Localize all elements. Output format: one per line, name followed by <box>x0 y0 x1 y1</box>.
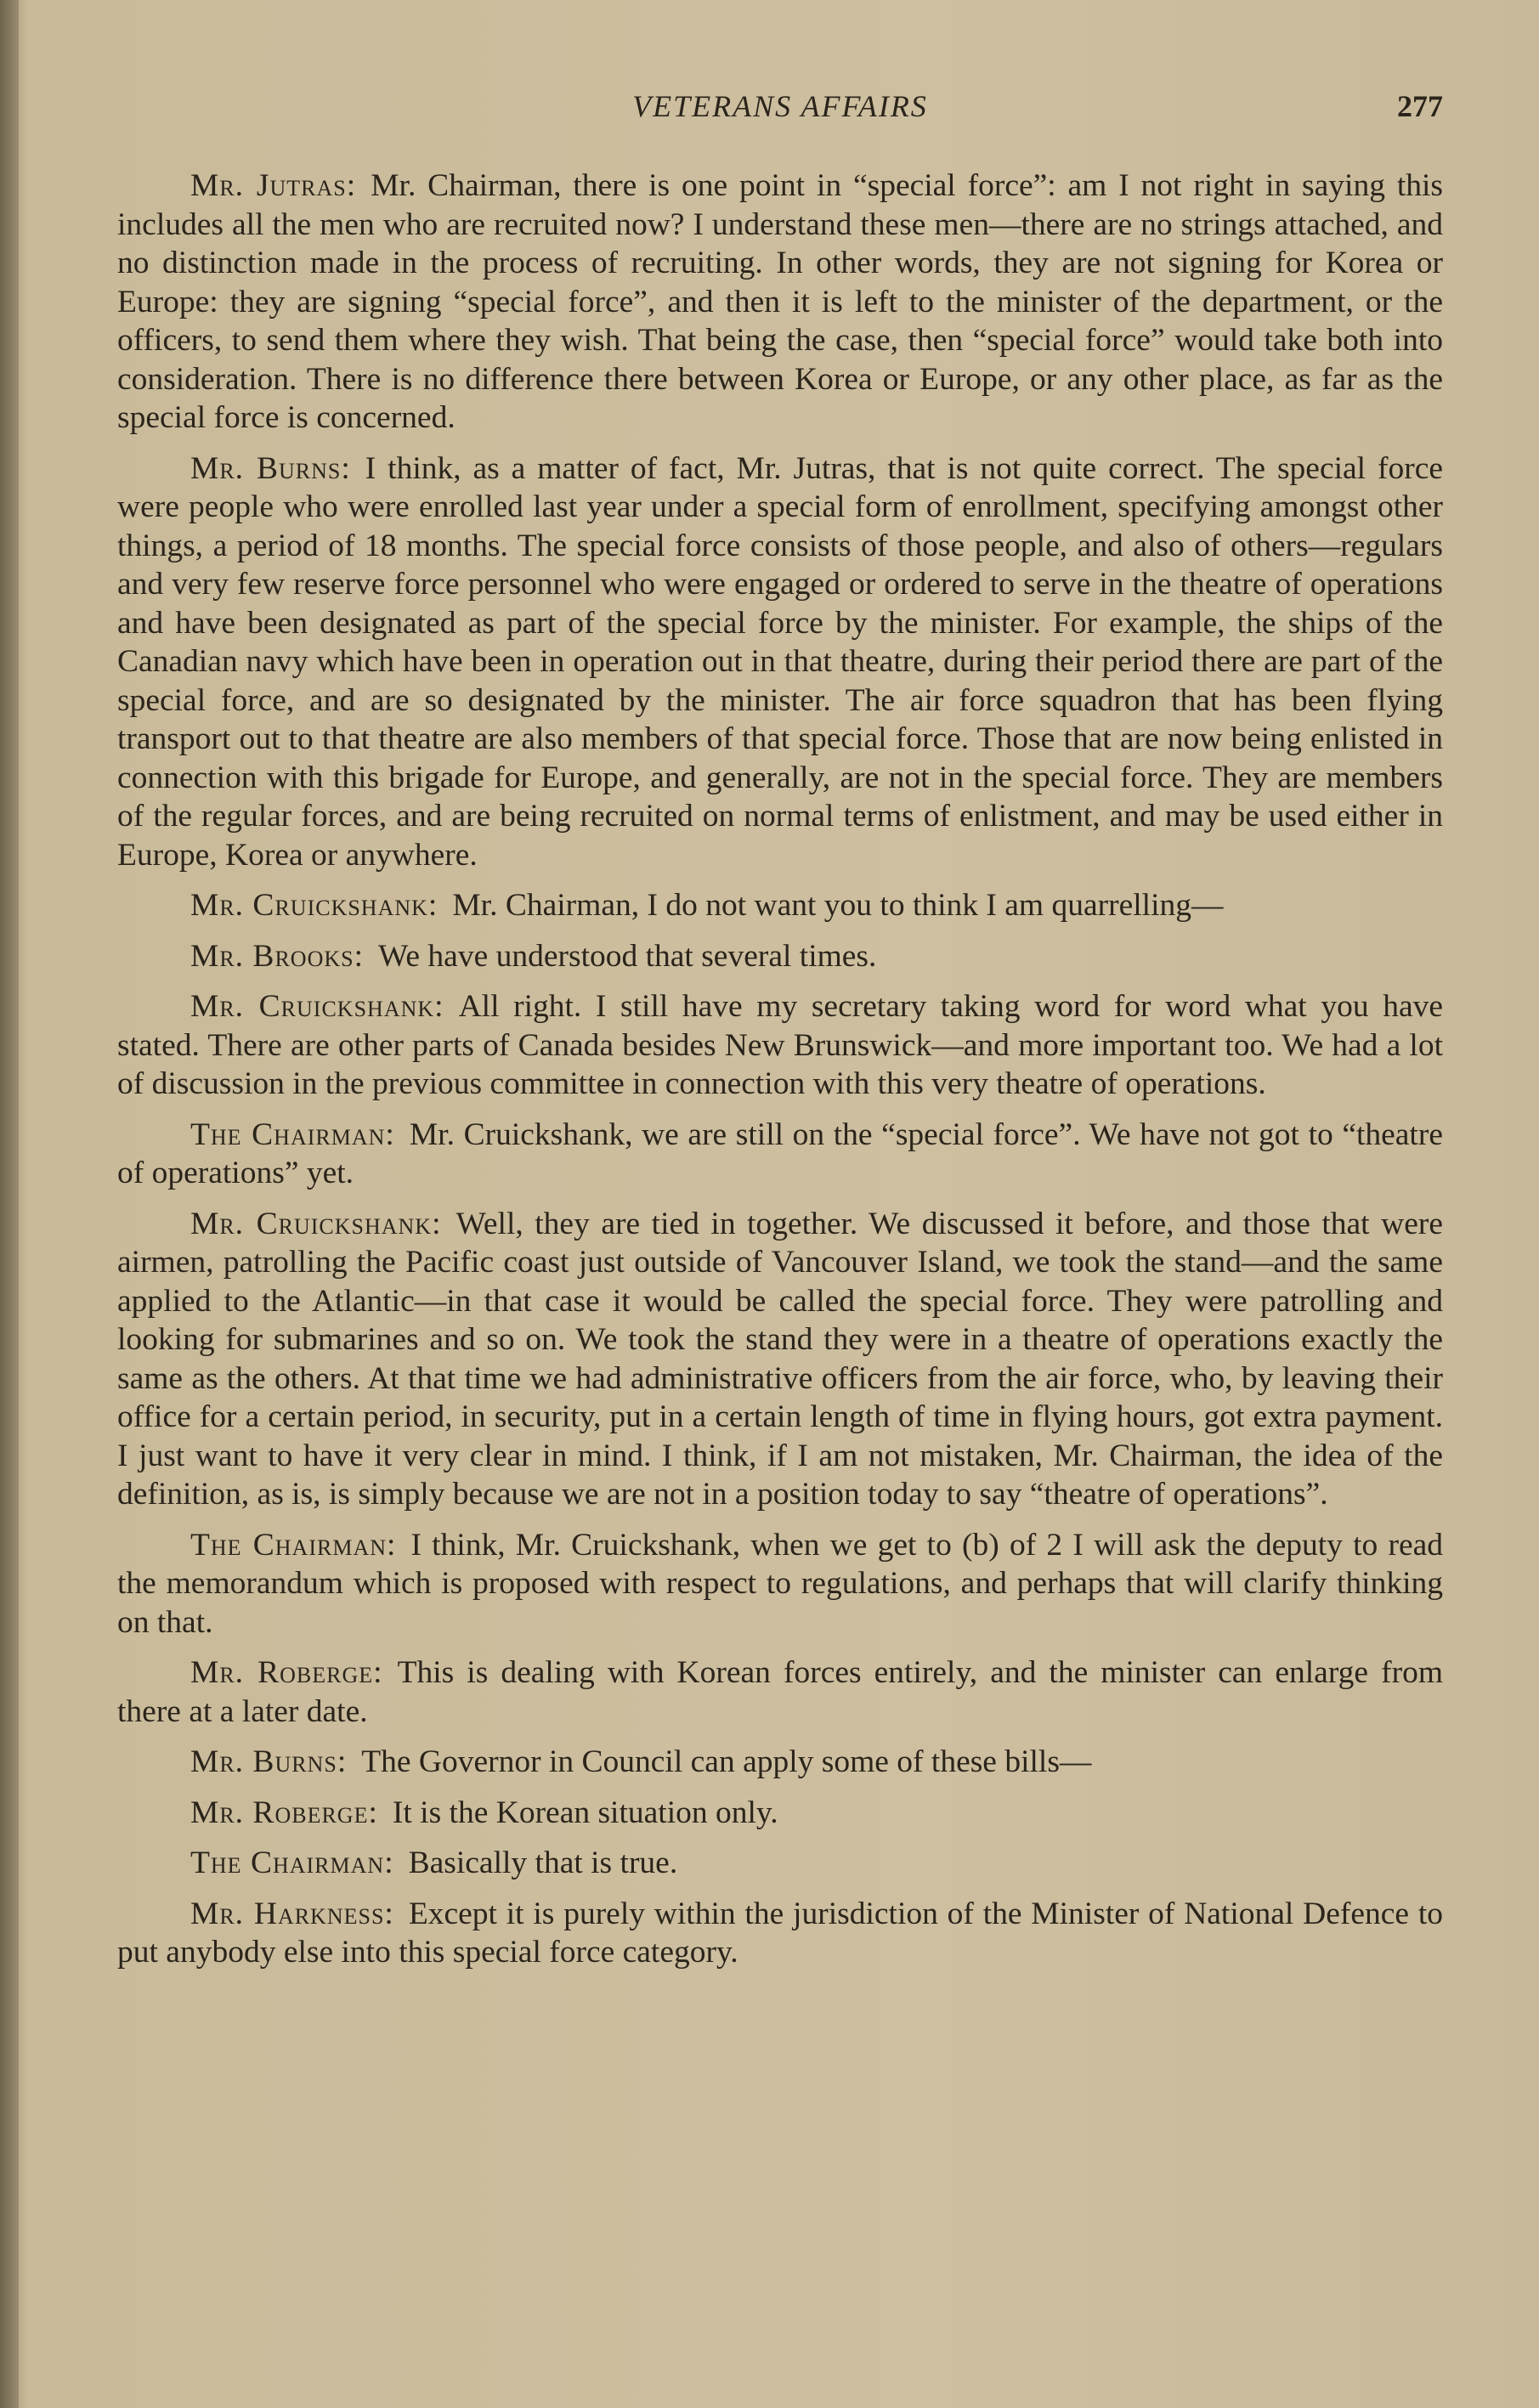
paragraph-text: All right. I still have my secretary taking word for word what you have stated. There are other parts of Canada besides New Brunswick—and more important too. We had a lot of discussion in the previous committee in connection with this very theatre of operations. <box>117 989 1443 1101</box>
paragraph: Mr. Brooks: We have understood that several times. <box>190 938 877 974</box>
speaker-name: The Chairman <box>190 1527 388 1563</box>
paragraph-text: I think, as a matter of fact, Mr. Jutras, that is not quite correct. The special force were people who were enrolled last year under a special form of enrollment, specifying amongst other things, a period of 18 months. The special force consists of those people, and also of others—regulars and very few reserve force personnel who were engaged or ordered to serve in the theatre of operations and have been designated as part of the special force by the minister. For example, the ships of the Canadian navy which have been in operation out in that theatre, during their period there are part of the special force, and are so designated by the minister. The air force squadron that has been flying transport out to that theatre are also members of that special force. Those that are now being enlisted in connection with this brigade for Europe, and generally, are not in the special force. They are members of the regular forces, and are being recruited on normal terms of enlistment, and may be used either in Europe, Korea or anywhere. <box>117 450 1443 873</box>
speaker-name: The Chairman <box>190 1846 385 1880</box>
speaker-name: Mr. Cruickshank <box>190 888 428 923</box>
paragraph-text: Basically that is true. <box>408 1846 678 1880</box>
paragraph: Mr. Cruickshank: Mr. Chairman, I do not want you to think I am quarrelling— <box>190 888 1224 923</box>
paragraph: Mr. Burns: I think, as a matter of fact, Mr. Jutras, that is not quite correct. The special force were people who were enrolled last year under a special form of enrollment, specifying amongst other things, a period of 18 months. The special force consists of those people, and also of others—regulars and very few reserve force personnel who were engaged or ordered to serve in the theatre of operations and have been designated as part of the special force by the minister. For example, the ships of the Canadian navy which have been in operation out in that theatre, during their period there are part of the special force, and are so designated by the minister. The air force squadron that has been flying transport out to that theatre are also members of that special force. Those that are now being enlisted in connection with this brigade for Europe, and generally, are not in the special force. They are members of the regular forces, and are being recruited on normal terms of enlistment, and may be used either in Europe, Korea or anywhere. <box>117 450 1443 873</box>
paragraph: Mr. Cruickshank: Well, they are tied in together. We discussed it before, and those that were airmen, patrolling the Pacific coast just outside of Vancouver Island, we took the stand—and the same applied to the Atlantic—in that case it would be called the special force. They were patrolling and looking for submarines and so on. We took the stand they were in a theatre of operations exactly the same as the others. At that time we had administrative officers from the air force, who, by leaving their office for a certain period, in security, put in a certain length of time in flying hours, got extra payment. I just want to have it very clear in mind. I think, if I am not mistaken, Mr. Chairman, the idea of the definition, as is, is simply because we are not in a position today to say “theatre of operations”. <box>117 1206 1443 1512</box>
page-number: 277 <box>1397 89 1443 123</box>
running-title: VETERANS AFFAIRS <box>632 89 928 123</box>
paragraph-text: It is the Korean situation only. <box>392 1795 778 1830</box>
speaker-name: Mr. Harkness <box>190 1896 385 1931</box>
paragraph: Mr. Roberge: This is dealing with Korean forces entirely, and the minister can enlarge from there at a later date. <box>117 1655 1443 1729</box>
book-spine-shadow <box>0 0 19 2408</box>
paragraph: The Chairman: I think, Mr. Cruickshank, when we get to (b) of 2 I will ask the deputy to read the memorandum which is proposed with respect to regulations, and perhaps that will clarify thinking on that. <box>117 1527 1443 1640</box>
speaker-name: Mr. Roberge <box>190 1655 374 1690</box>
page-header <box>117 88 1443 136</box>
paragraph: Mr. Cruickshank: All right. I still have my secretary taking word for word what you have stated. There are other parts of Canada besides New Brunswick—and more important too. We had a lot of discussion in the previous committee in connection with this very theatre of operations. <box>117 989 1443 1101</box>
speaker-name: Mr. Cruickshank <box>190 1206 433 1241</box>
speaker-name: Mr. Burns <box>190 450 342 486</box>
speaker-name: The Chairman <box>190 1116 386 1152</box>
paragraph-text: This is dealing with Korean forces entirely, and the minister can enlarge from there at a later date. <box>117 1655 1443 1729</box>
paragraph-text: Except it is purely within the jurisdiction of the Minister of National Defence to put anybody else into this special force category. <box>117 1896 1443 1970</box>
paragraph-text: Mr. Cruickshank, we are still on the “special force”. We have not got to “theatre of operations” yet. <box>117 1116 1443 1190</box>
paragraph: The Chairman: Basically that is true. <box>190 1846 678 1880</box>
paragraph: Mr. Burns: The Governor in Council can apply some of these bills— <box>190 1744 1092 1779</box>
paragraph-text: The Governor in Council can apply some of these bills— <box>361 1744 1092 1779</box>
paragraph-text: I think, Mr. Cruickshank, when we get to (b) of 2 I will ask the deputy to read the memorandum which is proposed with respect to regulations, and perhaps that will clarify thinking on that. <box>117 1527 1443 1640</box>
speaker-name: Mr. Burns <box>190 1744 337 1779</box>
speaker-name: Mr. Cruickshank <box>190 989 435 1024</box>
speaker-name: Mr. Roberge <box>190 1795 369 1830</box>
transcript-body <box>117 167 1443 1984</box>
paragraph-text: Mr. Chairman, there is one point in “special force”: am I not right in saying this includes all the men who are recruited now? I understand these men—there are no strings attached, and no distinction made in the process of recruiting. In other words, they are not signing for Korea or Europe: they are signing “special force”, and then it is left to the minister of the department, or the officers, to send them where they wish. That being the case, then “special force” would take both into consideration. There is no difference there between Korea or Europe, or any other place, as far as the special force is concerned. <box>117 168 1444 435</box>
paragraph: Mr. Harkness: Except it is purely within the jurisdiction of the Minister of National Defence to put anybody else into this special force category. <box>117 1896 1443 1970</box>
paragraph: Mr. Jutras: Mr. Chairman, there is one point in “special force”: am I not right in saying this includes all the men who are recruited now? I understand these men—there are no strings attached, and no distinction made in the process of recruiting. In other words, they are not signing for Korea or Europe: they are signing “special force”, and then it is left to the minister of the department, or the officers, to send them where they wish. That being the case, then “special force” would take both into consideration. There is no difference there between Korea or Europe, or any other place, as far as the special force is concerned. <box>117 168 1444 435</box>
paragraph-text: We have understood that several times. <box>378 938 877 974</box>
paragraph-text: Mr. Chairman, I do not want you to think I am quarrelling— <box>452 888 1224 923</box>
paragraph-text: Well, they are tied in together. We discussed it before, and those that were airmen, patrolling the Pacific coast just outside of Vancouver Island, we took the stand—and the same applied to the Atlantic—in that case it would be called the special force. They were patrolling and looking for submarines and so on. We took the stand they were in a theatre of operations exactly the same as the others. At that time we had administrative officers from the air force, who, by leaving their office for a certain period, in security, put in a certain length of time in flying hours, got extra payment. I just want to have it very clear in mind. I think, if I am not mistaken, Mr. Chairman, the idea of the definition, as is, is simply because we are not in a position today to say “theatre of operations”. <box>117 1206 1443 1512</box>
paragraph: Mr. Roberge: It is the Korean situation only. <box>190 1795 778 1830</box>
paragraph: The Chairman: Mr. Cruickshank, we are still on the “special force”. We have not got to “theatre of operations” yet. <box>117 1116 1443 1190</box>
speaker-name: Mr. Brooks <box>190 938 354 974</box>
speaker-name: Mr. Jutras <box>190 168 347 203</box>
